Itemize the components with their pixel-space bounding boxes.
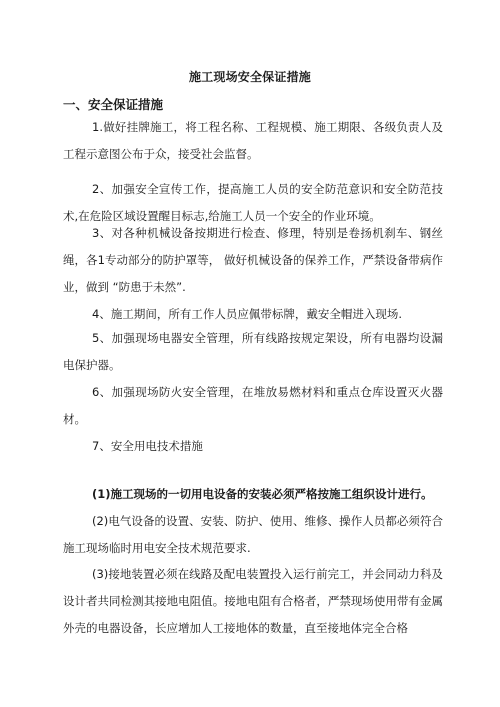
paragraph-1: 1.做好挂牌施工，将工程名称、工程规模、施工期限、各级负责人及工程示意图公布于众，接受社会监督。 — [63, 120, 443, 161]
paragraph-10: (3)接地装置必须在线路及配电装置投入运行前完工，并会同动力科及设计者共同检测其接地电阻值。接地电阻有合格者，严禁现场使用带有金属外壳的电器设备，长应增加人工接地体的数量，直至接地体完全合格 — [63, 567, 443, 635]
paragraph-4: 4、施工期间，所有工作人员应佩带标牌，戴安全帽进入现场. — [92, 307, 402, 321]
paragraph-5: 5、加强现场电器安全管理，所有线路按规定架设，所有电器均设漏电保护器。 — [63, 331, 443, 372]
paragraph-9: (2)电气设备的设置、安装、防护、使用、维修、操作人员都必须符合施工现场临时用电安全技术规范要求. — [63, 514, 443, 555]
paragraph-6: 6、加强现场防火安全管理，在堆放易燃材料和重点仓库设置灭火器材。 — [63, 385, 443, 426]
document-title: 施工现场安全保证措施 — [188, 70, 311, 84]
paragraph-2: 2、加强安全宣传工作，提高施工人员的安全防范意识和安全防范技术,在危险区域设置醒目标志,给施工人员一个安全的作业环境。 — [63, 182, 443, 223]
paragraph-8: (1)施工现场的一切用电设备的安装必须严格按施工组织设计进行。 — [92, 487, 433, 501]
paragraph-7: 7、安全用电技术措施 — [92, 439, 203, 453]
section-heading: 一、安全保证措施 — [63, 97, 164, 112]
paragraph-3: 3、对各种机械设备按期进行检查、修理，特别是卷扬机刹车、钢丝绳，各1专动部分的防护罩等， 做好机械设备的保养工作，严禁设备带病作业，做到 “防患于未然”. — [63, 226, 443, 294]
